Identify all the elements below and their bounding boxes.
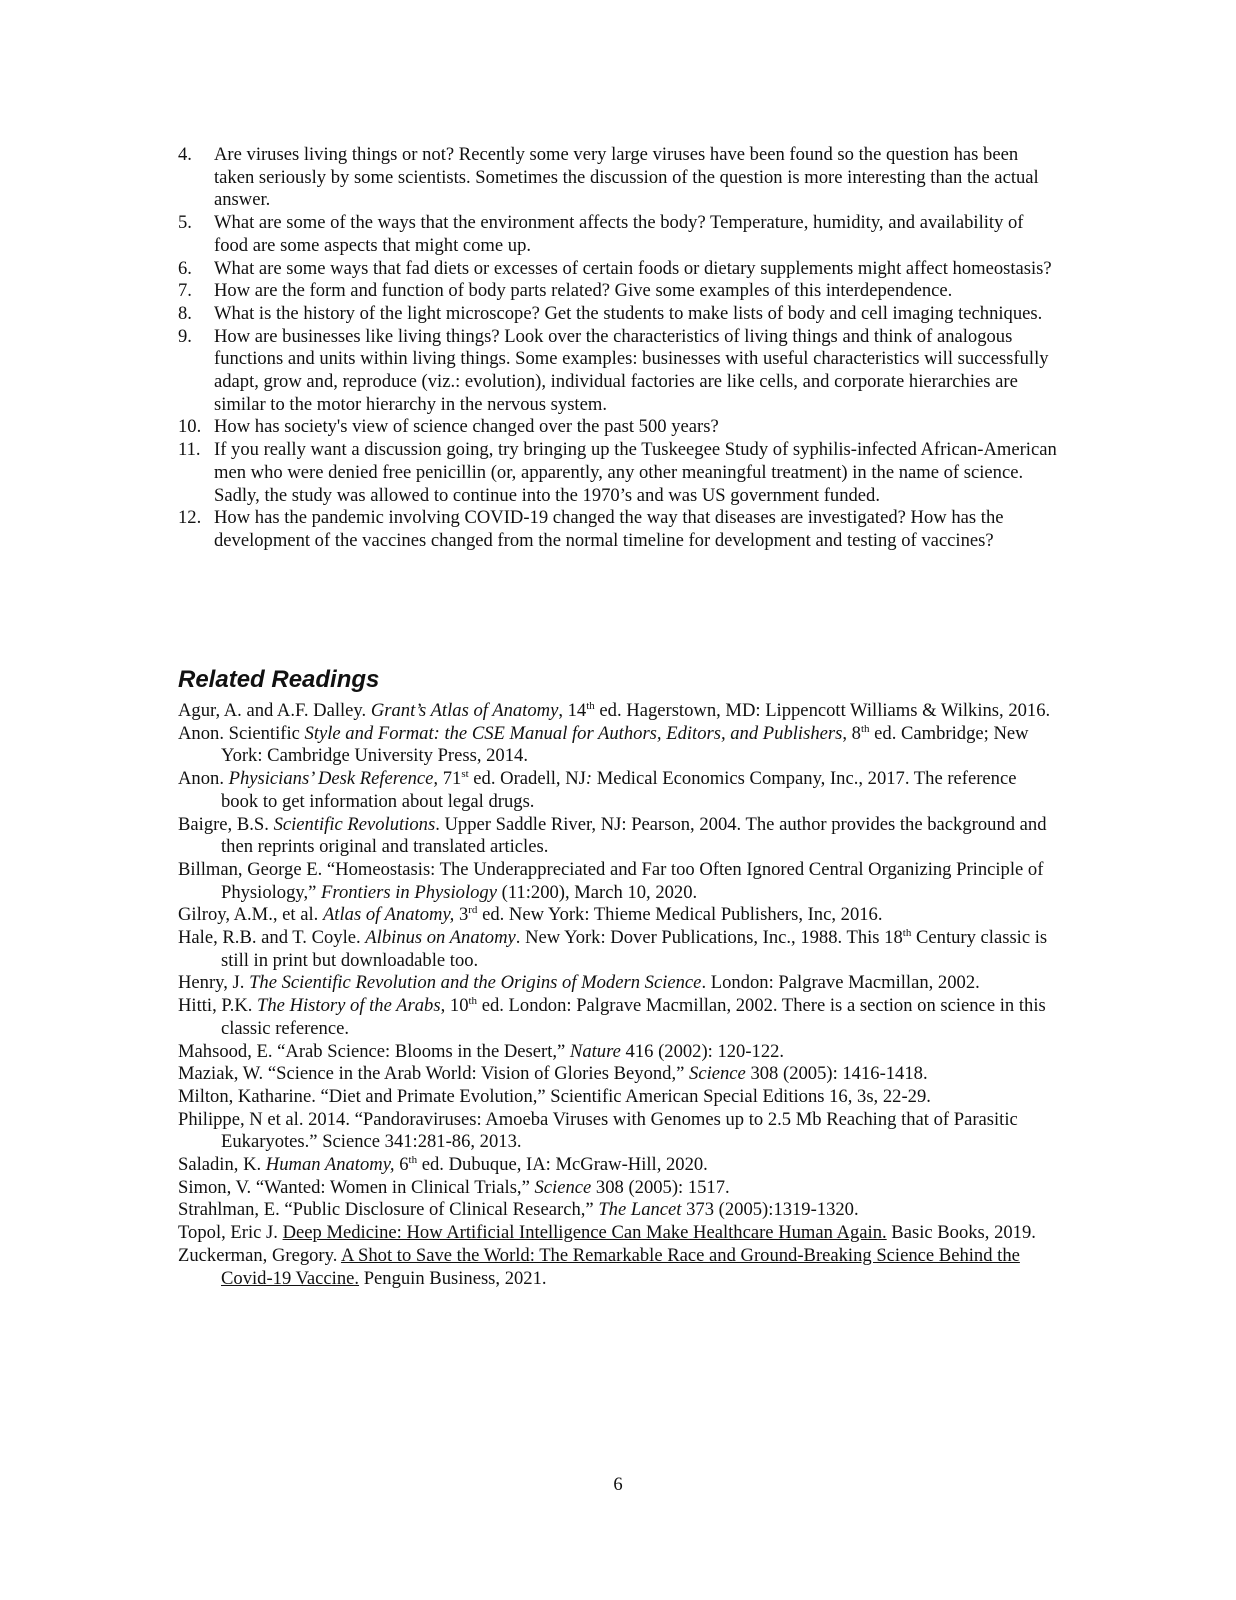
underlined-title: Deep Medicine: How Artificial Intelligence Can Make Healthcare Human Again. — [282, 1222, 887, 1244]
question-text: What are some ways that fad diets or excesses of certain foods or dietary supplements might affect homeostasis? — [214, 257, 1052, 279]
page-number: 6 — [613, 1474, 623, 1495]
reference-text: 373 (2005):1319-1320. — [681, 1199, 859, 1221]
reference-entry — [178, 1177, 1058, 1200]
reference-text: ed. Dubuque, IA: McGraw-Hill, 2020. — [417, 1154, 708, 1176]
ordinal-suffix: th — [468, 995, 478, 1008]
question-number: 11. — [178, 439, 201, 461]
reference-text: 308 (2005): 1517. — [591, 1176, 730, 1198]
reference-text: Medical Economics Company, Inc., 2017. The reference book to get information about legal drugs. — [221, 768, 1017, 812]
question-item — [178, 280, 1058, 303]
reference-text: 308 (2005): 1416-1418. — [745, 1063, 928, 1085]
reference-text: Milton, Katharine. “Diet and Primate Evolution,” Scientific American Special Editions 16, 3s, 22-29. — [178, 1085, 931, 1107]
reference-entry — [178, 972, 1058, 995]
reference-text: (11:200), March 10, 2020. — [496, 881, 698, 903]
question-item — [178, 416, 1058, 439]
question-text: How has society's view of science changed over the past 500 years? — [214, 416, 719, 438]
question-item — [178, 507, 1058, 552]
reference-text: 3 — [458, 904, 469, 926]
ordinal-suffix: rd — [468, 904, 478, 917]
reference-entry — [178, 1245, 1058, 1290]
question-item — [178, 326, 1058, 417]
italic-title: Human Anatomy, — [265, 1154, 400, 1176]
italic-title: Frontiers in Physiology — [321, 881, 497, 903]
question-item — [178, 439, 1058, 507]
reference-text: 6 — [399, 1154, 409, 1176]
question-number: 8. — [178, 302, 192, 324]
reference-text: Simon, V. “Wanted: Women in Clinical Trials,” — [178, 1176, 535, 1198]
reference-entry — [178, 1063, 1058, 1086]
reference-text: ed. Cambridge; New York: Cambridge University Press, 2014. — [221, 722, 1029, 767]
reference-entry — [178, 1154, 1058, 1177]
reference-text: Agur, A. and A.F. Dalley. — [178, 700, 371, 721]
italic-title: The Lancet — [598, 1199, 682, 1221]
italic-title: Physicians’ Desk Reference, — [228, 768, 443, 790]
italic-title: Scientific Revolutions — [273, 813, 436, 835]
italic-title: : — [585, 768, 593, 790]
italic-title: Nature — [569, 1040, 621, 1062]
reference-text: Anon. — [178, 768, 229, 790]
discussion-question-list — [178, 144, 1058, 553]
reference-text: ed. Oradell, NJ — [468, 768, 586, 790]
question-text: What is the history of the light microscope? Get the students to make lists of body and cell imaging techniques. — [214, 302, 1043, 324]
reference-entry — [178, 1199, 1058, 1222]
reference-entry — [178, 904, 1058, 927]
question-text: How has the pandemic involving COVID-19 changed the way that diseases are investigated? How has the development of the vaccines changed from the normal timeline for development and testing of vaccines? — [214, 507, 1004, 551]
reference-text: . New York: Dover Publications, Inc., 1988. This 18 — [515, 927, 903, 949]
reference-entry — [178, 723, 1058, 768]
reference-entry — [178, 768, 1058, 813]
italic-title: Albinus on Anatomy — [365, 927, 516, 949]
reference-text: Billman, George E. “Homeostasis: The Underappreciated and Far too Often Ignored Central Organizing Principle of Physiology,” — [178, 858, 1044, 903]
reference-entry — [178, 859, 1058, 904]
reference-text: Baigre, B.S. — [178, 813, 274, 835]
reference-text: ed. London: Palgrave Macmillan, 2002. There is a section on science in this classic reference. — [221, 995, 1046, 1039]
italic-title: The Scientific Revolution and the Origins of Modern Science — [249, 972, 702, 994]
question-text: Are viruses living things or not? Recently some very large viruses have been found so the question has been taken seriously by some scientists. Sometimes the discussion of the question is more interesting than the actual answer. — [214, 144, 1039, 211]
reference-entry — [178, 1109, 1058, 1154]
reference-text: Penguin Business, 2021. — [359, 1267, 547, 1289]
italic-title: Style and Format: the CSE Manual for Authors, Editors, and Publishers — [304, 722, 843, 744]
ordinal-suffix: th — [408, 1154, 418, 1167]
reference-text: ed. Hagerstown, MD: Lippencott Williams & Wilkins, 2016. — [594, 700, 1051, 721]
reference-text: Zuckerman, Gregory. — [178, 1244, 341, 1266]
reference-text: ed. New York: Thieme Medical Publishers, Inc, 2016. — [477, 904, 883, 926]
reference-text: . London: Palgrave Macmillan, 2002. — [701, 972, 980, 994]
reference-text: Hitti, P.K. — [178, 995, 258, 1017]
reference-entry — [178, 700, 1058, 723]
reference-text: Topol, Eric J. — [178, 1222, 283, 1244]
ordinal-suffix: th — [860, 722, 870, 735]
section-heading: Related Readings — [178, 666, 380, 693]
italic-title: The History of the Arabs — [257, 995, 441, 1017]
reference-entry — [178, 814, 1058, 859]
reference-text: Philippe, N et al. 2014. “Pandoraviruses: Amoeba Viruses with Genomes up to 2.5 Mb Reaching that of Parasitic Eukaryotes.” Science 341:281-86, 2013. — [178, 1108, 1018, 1153]
question-text: How are businesses like living things? Look over the characteristics of living things and think of analogous functions and units within living things. Some examples: businesses with useful characteristics will successfully adapt, grow and, reproduce (viz.: evolution), individual factories are like cells, and corporate hierarchies are similar to the motor hierarchy in the nervous system. — [214, 325, 1049, 415]
reference-entry — [178, 1041, 1058, 1064]
italic-title: Grant’s Atlas of Anatomy — [370, 700, 559, 721]
question-number: 10. — [178, 416, 202, 438]
reference-entry — [178, 1086, 1058, 1109]
reference-text: . Upper Saddle River, NJ: Pearson, 2004. The author provides the background and then reprints original and translated articles. — [221, 813, 1047, 858]
reference-text: Henry, J. — [178, 972, 250, 994]
reference-text: Saladin, K. — [178, 1154, 266, 1176]
reference-entry — [178, 1222, 1058, 1245]
reference-text: Hale, R.B. and T. Coyle. — [178, 927, 366, 949]
italic-title: Atlas of Anatomy, — [322, 904, 459, 926]
reference-text: 71 — [442, 768, 462, 790]
question-item — [178, 212, 1058, 257]
reference-text: 416 (2002): 120-122. — [620, 1040, 785, 1062]
ordinal-suffix: th — [586, 700, 595, 712]
question-number: 12. — [178, 507, 202, 529]
reference-text: Strahlman, E. “Public Disclosure of Clinical Research,” — [178, 1199, 599, 1221]
question-text: How are the form and function of body parts related? Give some examples of this interdependence. — [214, 280, 953, 302]
ordinal-suffix: st — [461, 768, 469, 781]
reference-entry — [178, 927, 1058, 972]
reference-text: Anon. Scientific — [178, 722, 305, 744]
reference-text: Century classic is still in print but downloadable too. — [221, 927, 1048, 971]
reference-text: Mahsood, E. “Arab Science: Blooms in the Desert,” — [178, 1040, 570, 1062]
question-item — [178, 303, 1058, 326]
question-number: 7. — [178, 280, 192, 302]
question-number: 5. — [178, 212, 192, 234]
ordinal-suffix: th — [902, 927, 912, 940]
reference-text: , 8 — [842, 722, 861, 744]
reference-text: Gilroy, A.M., et al. — [178, 904, 323, 926]
question-text: What are some of the ways that the environment affects the body? Temperature, humidity, and availability of food are some aspects that might come up. — [214, 212, 1024, 256]
underlined-title: A Shot to Save the World: The Remarkable Race and Ground-Breaking Science Behind the Covid-19 Vaccine. — [221, 1244, 1020, 1289]
reference-text: , 10 — [440, 995, 469, 1017]
reference-entry — [178, 995, 1058, 1040]
reference-text: , 14 — [558, 700, 587, 721]
question-number: 9. — [178, 325, 192, 347]
question-item — [178, 144, 1058, 212]
question-number: 6. — [178, 257, 192, 279]
reference-list — [178, 700, 1058, 1290]
question-number: 4. — [178, 144, 192, 165]
question-item — [178, 258, 1058, 281]
italic-title: Science — [534, 1176, 592, 1198]
reference-text: Basic Books, 2019. — [886, 1222, 1036, 1244]
question-text: If you really want a discussion going, try bringing up the Tuskeegee Study of syphilis-infected African-American men who were denied free penicillin (or, apparently, any other meaningful treatment) in the name of science. Sadly, the study was allowed to continue into the 1970’s and was US government funded. — [214, 439, 1057, 506]
reference-text: Maziak, W. “Science in the Arab World: Vision of Glories Beyond,” — [178, 1063, 690, 1085]
italic-title: Science — [689, 1063, 746, 1085]
